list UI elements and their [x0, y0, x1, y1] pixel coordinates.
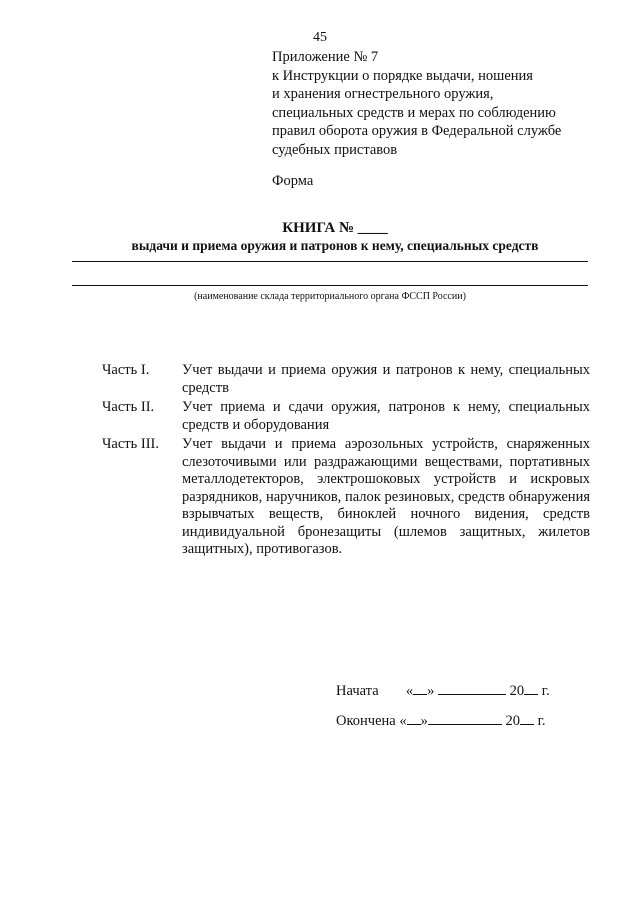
- appendix-line: специальных средств и мерах по соблюдению: [272, 104, 556, 121]
- book-title: КНИГА № ____: [282, 220, 388, 236]
- part-item: [98, 362, 590, 397]
- form-label: Форма: [272, 173, 314, 189]
- month-blank: [428, 710, 502, 725]
- year-blank: [524, 680, 538, 695]
- part-item: [98, 399, 590, 434]
- open-quote: «: [399, 713, 407, 729]
- date-finished: [336, 710, 546, 730]
- day-blank: [407, 710, 421, 725]
- year-suffix: г.: [537, 713, 546, 729]
- appendix-line: судебных приставов: [272, 141, 398, 158]
- warehouse-name-caption: (наименование склада территориального органа ФССП России): [194, 291, 466, 302]
- part-text: Учет выдачи и приема аэрозольных устройств, снаряженных слезоточивыми или раздражающими веществами, портативных металлодетекторов, электрошоковых устройств и искровых разрядников, наручников, палок резиновых, средств обнаружения взрывчатых веществ, биноклей ночного видения, средств индивидуальной бронезащиты (шлемов защитных, жилетов защитных), противогазов.: [182, 436, 590, 557]
- page-number: 45: [313, 30, 327, 45]
- book-subtitle: выдачи и приема оружия и патронов к нему, специальных средств: [131, 238, 539, 253]
- month-blank: [438, 680, 506, 695]
- part-text: Учет приема и сдачи оружия, патронов к нему, специальных средств и оборудования: [182, 399, 590, 433]
- parts-list: [98, 362, 590, 561]
- part-label: Часть II.: [102, 399, 155, 415]
- date-started: [336, 680, 550, 700]
- appendix-line: Приложение № 7: [272, 49, 379, 65]
- part-label: Часть I.: [102, 362, 150, 378]
- fill-in-line: [72, 285, 588, 286]
- close-quote: »: [420, 713, 428, 729]
- appendix-line: правил оборота оружия в Федеральной службе: [272, 123, 562, 139]
- part-text: Учет выдачи и приема оружия и патронов к нему, специальных средств: [182, 362, 590, 396]
- date-started-label: Начата: [336, 683, 379, 699]
- year-prefix: 20: [505, 713, 520, 729]
- part-label: Часть III.: [102, 436, 159, 452]
- part-item: [98, 436, 590, 559]
- close-quote: »: [427, 683, 435, 699]
- day-blank: [413, 680, 427, 695]
- fill-in-line: [72, 261, 588, 262]
- open-quote: «: [405, 683, 414, 699]
- year-prefix: 20: [509, 683, 525, 699]
- appendix-line: и хранения огнестрельного оружия,: [272, 86, 494, 102]
- year-blank: [520, 710, 534, 725]
- appendix-header: [272, 48, 602, 159]
- year-suffix: г.: [541, 683, 550, 699]
- appendix-line: к Инструкции о порядке выдачи, ношения: [272, 67, 533, 84]
- date-finished-label: Окончена: [336, 713, 396, 729]
